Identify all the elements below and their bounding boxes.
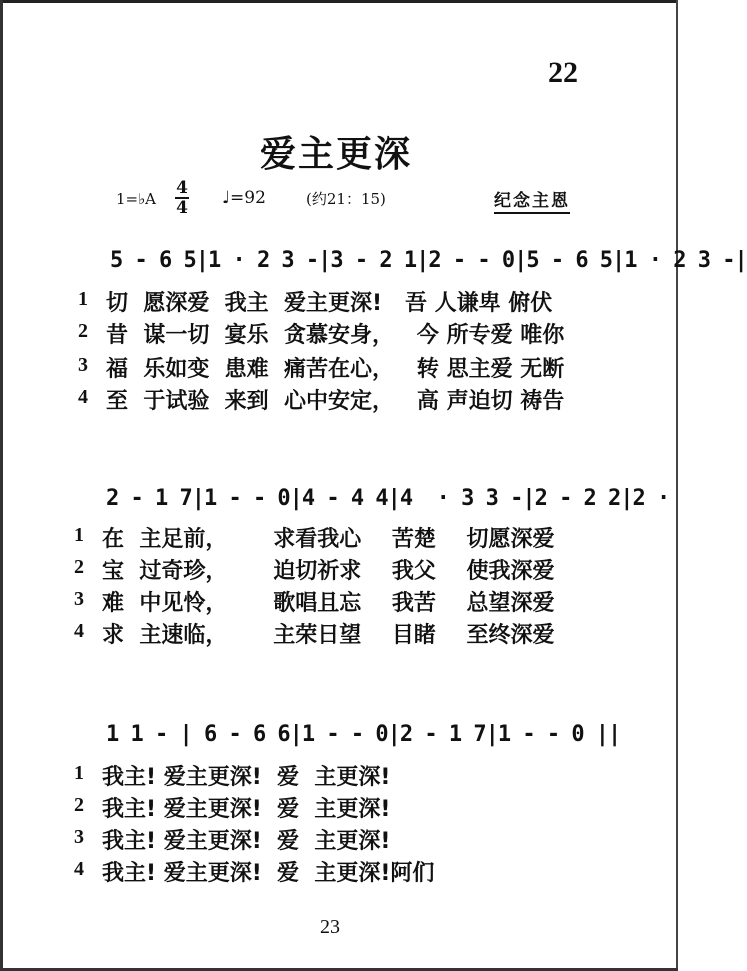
verse-line: 我主! 爱主更深! 爱 主更深! [102, 765, 391, 790]
time-signature-top: 4 [176, 178, 188, 198]
verse-number: 3 [78, 354, 88, 376]
verse-line: 我主! 爱主更深! 爱 主更深!阿们 [102, 861, 435, 886]
verse-number: 2 [78, 320, 88, 342]
verse-number: 4 [78, 386, 88, 408]
time-signature [175, 180, 189, 216]
verse-line: 求 主速临， 主荣日望 目睹 至终深爱 [102, 623, 555, 648]
verse-number: 4 [74, 858, 84, 880]
verse-line: 昔 谋一切 宴乐 贪慕安身， 今 所专爱 唯你 [106, 323, 565, 348]
page-border-top [0, 0, 678, 3]
verse-line: 我主! 爱主更深! 爱 主更深! [102, 829, 391, 854]
verse-line: 至 于试验 来到 心中安定， 高 声迫切 祷告 [106, 389, 565, 414]
verse-number: 4 [74, 620, 84, 642]
verse-line: 难 中见怜， 歌唱且忘 我苦 总望深爱 [102, 591, 555, 616]
notation-line-1: 5 - 6 5|1 · 2 3 -|3 - 2 1|2 - - 0|5 - 6 5|1 · 2 3 -| [110, 248, 747, 273]
song-number: 22 [548, 56, 578, 89]
notation-line-2: 2 - 1 7|1 - - 0|4 - 4 4|4 · 3 3 -|2 - 2 2|2 · [106, 486, 670, 511]
verse-line: 切 愿深爱 我主 爱主更深! 吾 人谦卑 俯伏 [106, 291, 553, 316]
verse-line: 我主! 爱主更深! 爱 主更深! [102, 797, 391, 822]
verse-number: 2 [74, 794, 84, 816]
scripture-reference: (约21：15) [306, 190, 386, 208]
song-title: 爱主更深 [260, 134, 413, 175]
tempo-marking: ♩=92 [222, 188, 266, 208]
page-number: 23 [320, 916, 340, 938]
page-border-left [0, 0, 3, 971]
verse-number: 1 [74, 524, 84, 546]
verse-number: 2 [74, 556, 84, 578]
verse-line: 福 乐如变 患难 痛苦在心， 转 思主爱 无断 [106, 357, 565, 382]
verse-number: 3 [74, 588, 84, 610]
verse-line: 宝 过奇珍， 迫切祈求 我父 使我深爱 [102, 559, 555, 584]
verse-number: 3 [74, 826, 84, 848]
key-signature: 1=♭A [116, 190, 157, 208]
verse-number: 1 [78, 288, 88, 310]
attribution: 纪念主恩 [494, 186, 570, 214]
verse-number: 1 [74, 762, 84, 784]
page-border-right [676, 0, 678, 971]
notation-line-3: 1 1 - | 6 - 6 6|1 - - 0|2 - 1 7|1 - - 0 || [106, 722, 621, 747]
time-signature-bottom: 4 [176, 198, 188, 218]
verse-line: 在 主足前， 求看我心 苦楚 切愿深爱 [102, 527, 555, 552]
